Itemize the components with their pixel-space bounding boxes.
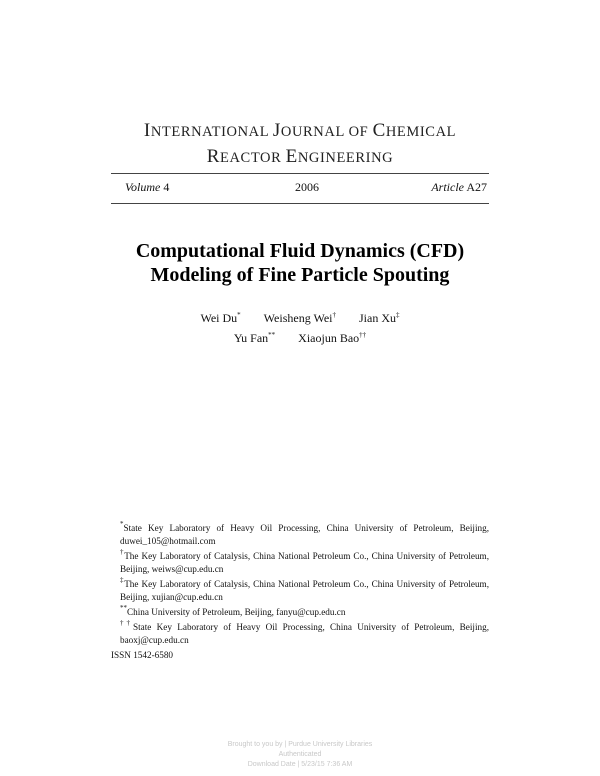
- journal-initial: R: [206, 146, 221, 167]
- article-number: A27: [466, 180, 487, 194]
- author-row-1: [0, 311, 600, 326]
- journal-word: HEMICAL: [385, 124, 457, 140]
- journal-word: NGINEERING: [297, 150, 394, 166]
- author-name: Jian Xu: [359, 311, 397, 325]
- affiliation-text: The Key Laboratory of Catalysis, China National Petroleum Co., China University of Petroleum, Beijing, xujian@cup.edu.cn: [120, 579, 490, 602]
- article: [431, 180, 487, 195]
- header-rule-bottom: [111, 203, 489, 204]
- download-watermark-line-3: Download Date | 5/23/15 7:36 AM: [247, 761, 353, 768]
- author: [359, 311, 400, 326]
- author-name: Xiaojun Bao: [298, 331, 360, 345]
- volume-label: Volume: [125, 180, 161, 194]
- article-label: Article: [431, 180, 464, 194]
- volume-number: 4: [163, 180, 170, 194]
- affiliation-text: State Key Laboratory of Heavy Oil Processing, China University of Petroleum, Beijing, duwei_105@hotmail.com: [120, 523, 489, 546]
- author: [234, 331, 275, 346]
- affiliation-text: China University of Petroleum, Beijing, fanyu@cup.edu.cn: [127, 607, 346, 617]
- journal-word: EACTOR: [220, 150, 286, 166]
- journal-word: NTERNATIONAL: [150, 124, 273, 140]
- affiliation-mark: ‡: [120, 576, 125, 584]
- issue-info-row: [125, 180, 489, 196]
- author-name: Wei Du: [200, 311, 238, 325]
- author: [264, 311, 336, 326]
- download-watermark-line-2: Authenticated: [278, 751, 322, 758]
- journal-name-line-2: [0, 146, 600, 168]
- author: [298, 331, 366, 346]
- affiliation: [111, 550, 489, 576]
- affiliation: [111, 578, 489, 604]
- journal-initial: J: [272, 120, 281, 141]
- download-watermark-line-1: Brought to you by | Purdue University Libraries: [227, 741, 373, 748]
- journal-initial: C: [372, 120, 386, 141]
- affiliation-mark: **: [120, 604, 127, 612]
- affiliation-text: State Key Laboratory of Heavy Oil Processing, China University of Petroleum, Beijing, baoxj@cup.edu.cn: [120, 622, 490, 645]
- author-mark: ‡: [396, 311, 400, 319]
- author-mark: *: [237, 311, 241, 319]
- author: [200, 311, 240, 326]
- paper-title-line-2: Modeling of Fine Particle Spouting: [150, 264, 450, 286]
- header-rule-top: [111, 173, 489, 174]
- journal-initial: E: [285, 146, 298, 167]
- author-name: Yu Fan: [233, 331, 269, 345]
- affiliation-mark: ††: [120, 619, 133, 627]
- author-name: Weisheng Wei: [263, 311, 333, 325]
- journal-name-line-1: [0, 120, 600, 142]
- affiliation-text: The Key Laboratory of Catalysis, China National Petroleum Co., China University of Petroleum, Beijing, weiws@cup.edu.cn: [120, 551, 490, 574]
- journal-word: OURNAL OF: [280, 124, 373, 140]
- issn: ISSN 1542-6580: [111, 650, 174, 660]
- journal-initial: I: [143, 120, 151, 141]
- affiliation: [111, 621, 489, 647]
- year: 2006: [295, 180, 319, 194]
- author-row-2: [0, 331, 600, 346]
- affiliations: [111, 522, 489, 662]
- affiliation: [111, 522, 489, 548]
- affiliation-mark: †: [120, 548, 125, 556]
- author-mark: †: [332, 311, 337, 319]
- affiliation: [111, 606, 489, 619]
- paper-title-line-1: Computational Fluid Dynamics (CFD): [135, 240, 465, 262]
- author-mark: ††: [359, 331, 367, 339]
- affiliation-mark: *: [120, 520, 124, 528]
- author-mark: **: [268, 331, 276, 339]
